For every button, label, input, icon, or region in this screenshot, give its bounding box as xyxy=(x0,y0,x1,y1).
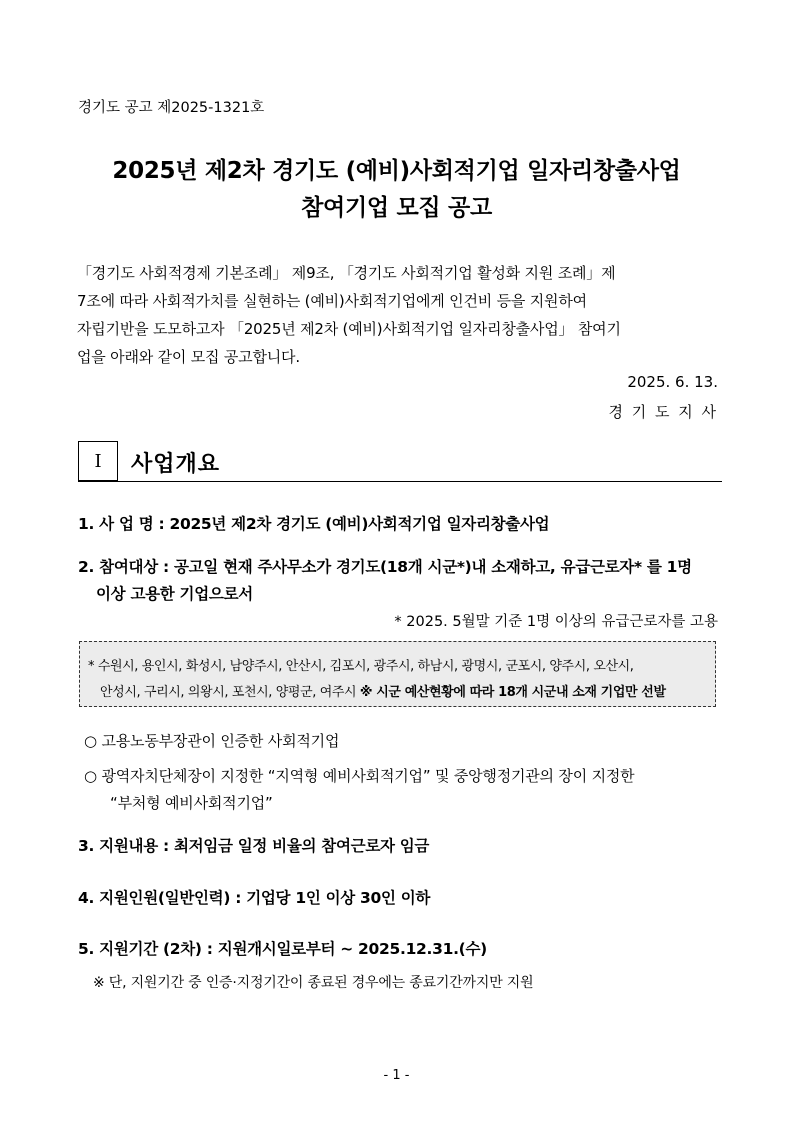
section-number-box xyxy=(78,441,118,481)
section-title: 사업개요 xyxy=(131,452,221,477)
title-line-1: 2025년 제2차 경기도 (예비)사회적기업 일자리창출사업 xyxy=(112,158,681,184)
item-support-content: 3. 지원내용 : 최저임금 일정 비율의 참여근로자 임금 xyxy=(78,837,430,855)
eligibility-footnote: * 2025. 5월말 기준 1명 이상의 유급근로자를 고용 xyxy=(394,614,718,630)
item-eligibility-line-2: 이상 고용한 기업으로서 xyxy=(96,585,253,603)
support-period-note: ※ 단, 지원기간 중 인증·지정기간이 종료된 경우에는 종료기간까지만 지원 xyxy=(93,975,534,991)
section-divider xyxy=(78,481,722,482)
city-list-plain: 안성시, 구리시, 의왕시, 포천시, 양평군, 여주시 xyxy=(100,685,360,700)
section-number: Ⅰ xyxy=(94,450,102,472)
city-list-note: ※ 시군 예산현황에 따라 18개 시군내 소재 기업만 선발 xyxy=(359,685,666,700)
item-business-name: 1. 사 업 명 : 2025년 제2차 경기도 (예비)사회적기업 일자리창출사업 xyxy=(78,515,550,533)
page-number: - 1 - xyxy=(383,1068,410,1083)
intro-line-4: 업을 아래와 같이 모집 공고합니다. xyxy=(77,348,300,366)
signer: 경 기 도 지 사 xyxy=(608,403,718,421)
bullet-certified: ○ 고용노동부장관이 인증한 사회적기업 xyxy=(84,732,340,750)
item-support-period: 5. 지원기간 (2차) : 지원개시일로부터 ~ 2025.12.31.(수) xyxy=(78,940,487,958)
intro-line-3: 자립기반을 도모하고자 「2025년 제2차 (예비)사회적기업 일자리창출사업」 참여기 xyxy=(77,320,621,338)
intro-line-1: 「경기도 사회적경제 기본조례」 제9조, 「경기도 사회적기업 활성화 지원 조례」제 xyxy=(77,264,616,282)
intro-line-2: 7조에 따라 사회적가치를 실현하는 (예비)사회적기업에게 인건비 등을 지원하여 xyxy=(77,292,587,310)
city-list-line-1: * 수원시, 용인시, 화성시, 남양주시, 안산시, 김포시, 광주시, 하남시, 광명시, 군포시, 양주시, 오산시, xyxy=(88,659,634,674)
bullet-designated-line-1: ○ 광역자치단체장이 지정한 “지역형 예비사회적기업” 및 중앙행정기관의 장이 지정한 xyxy=(84,767,635,785)
title-line-2: 참여기업 모집 공고 xyxy=(301,195,492,221)
item-eligibility-line-1: 2. 참여대상 : 공고일 현재 주사무소가 경기도(18개 시군*)내 소재하고, 유급근로자* 를 1명 xyxy=(78,558,692,576)
announcement-date: 2025. 6. 13. xyxy=(627,373,718,391)
city-list-line-2 xyxy=(100,681,666,700)
bullet-designated-line-2: “부처형 예비사회적기업” xyxy=(110,794,273,812)
item-support-personnel: 4. 지원인원(일반인력) : 기업당 1인 이상 30인 이하 xyxy=(78,889,431,907)
document-number: 경기도 공고 제2025-1321호 xyxy=(78,100,265,116)
